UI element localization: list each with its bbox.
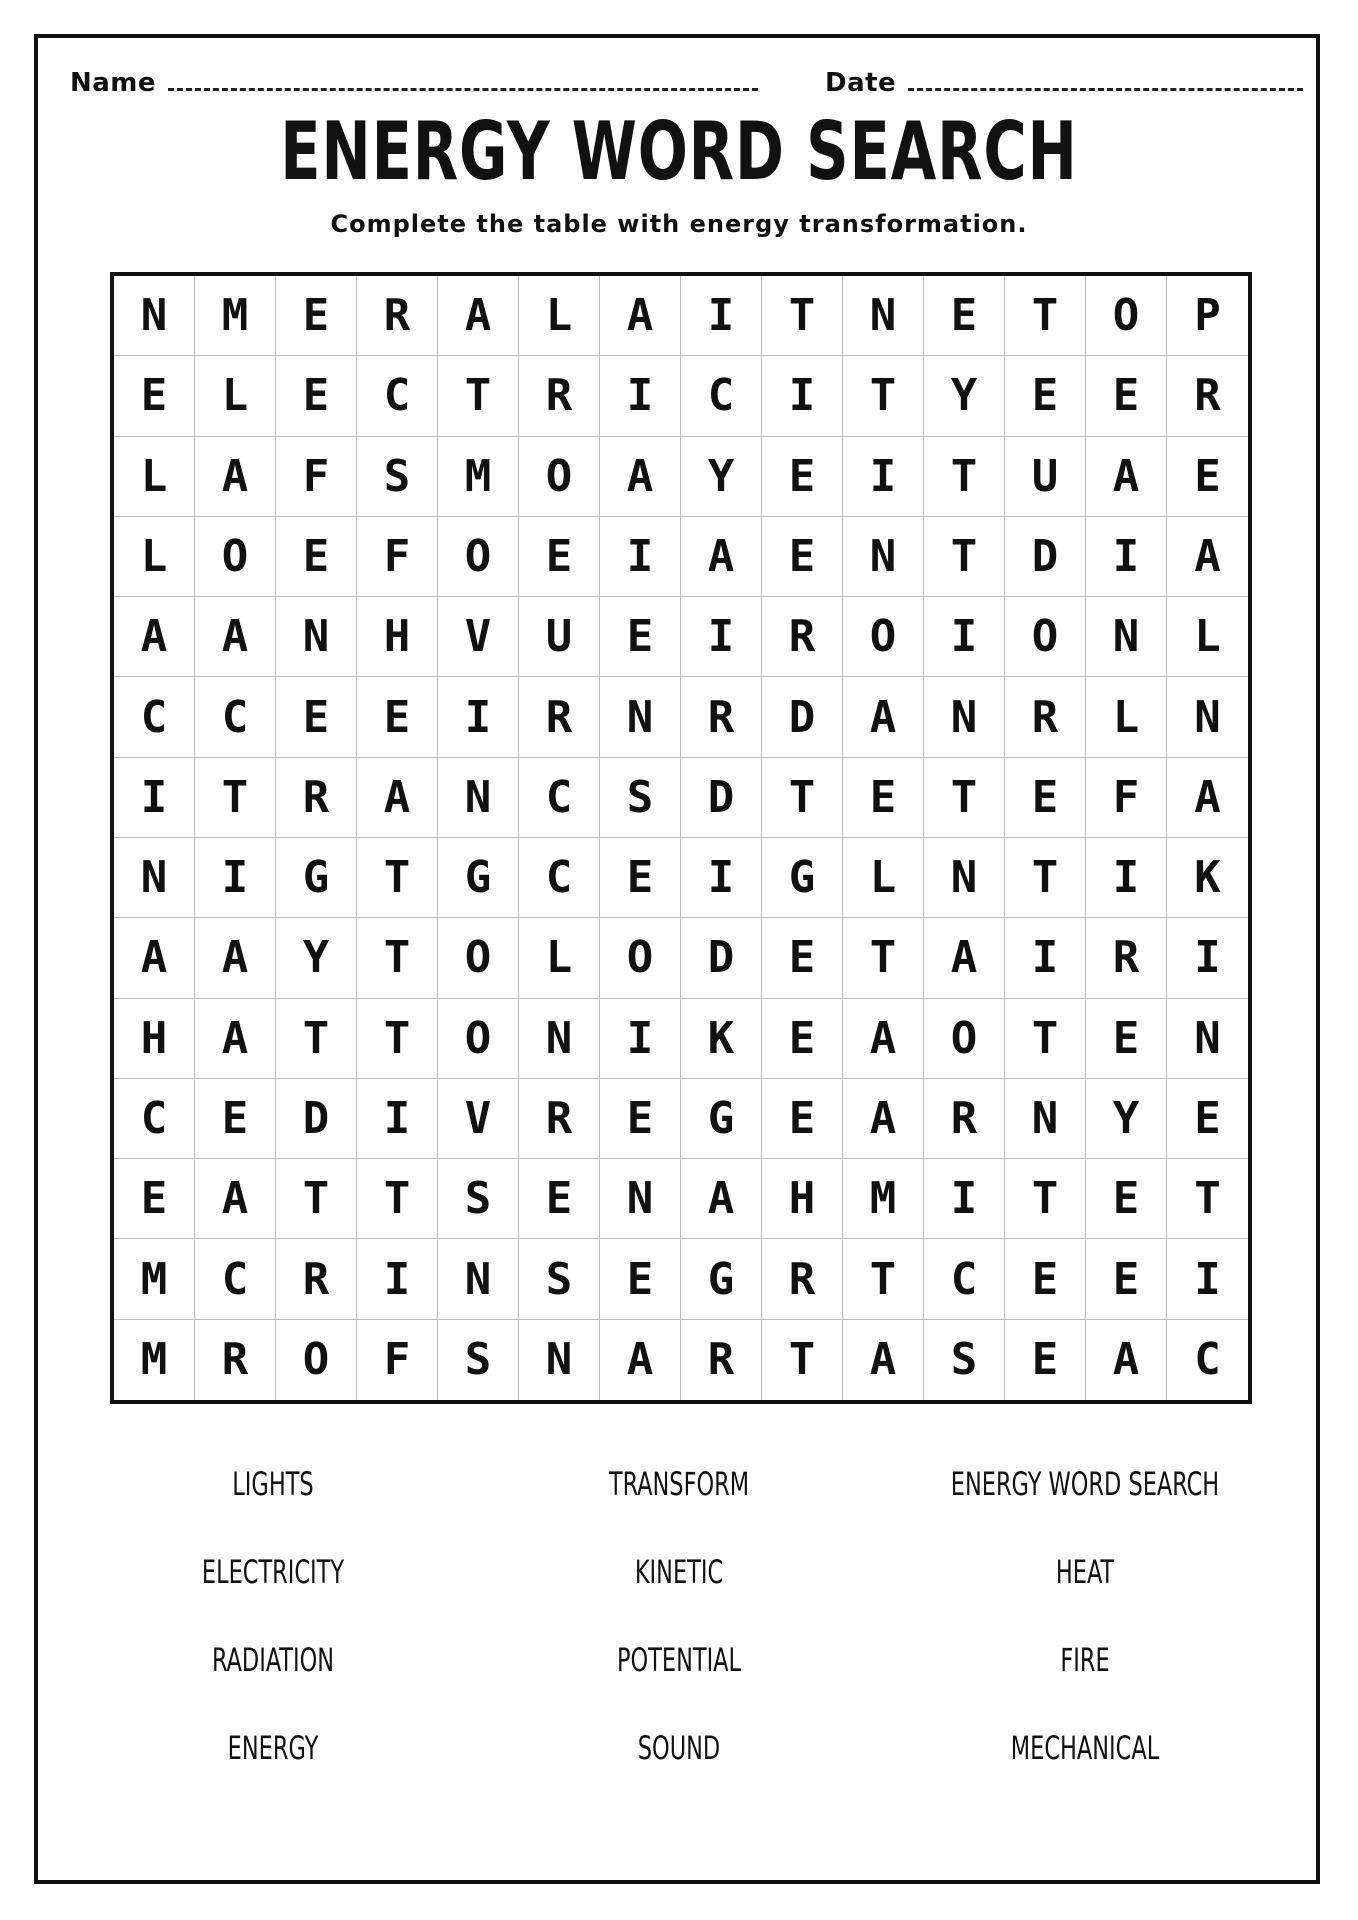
grid-cell[interactable]: T	[762, 1320, 843, 1400]
grid-cell[interactable]: A	[1167, 517, 1248, 597]
grid-cell[interactable]: G	[681, 1239, 762, 1319]
word-list-item: TRANSFORM	[608, 1465, 750, 1503]
grid-cell[interactable]: E	[1086, 1159, 1167, 1239]
grid-cell[interactable]: E	[195, 1079, 276, 1159]
grid-cell[interactable]: F	[357, 517, 438, 597]
grid-cell[interactable]: N	[600, 677, 681, 757]
grid-cell[interactable]: O	[843, 597, 924, 677]
grid-cell[interactable]: I	[1086, 838, 1167, 918]
grid-cell[interactable]: T	[762, 758, 843, 838]
grid-cell[interactable]: L	[114, 437, 195, 517]
grid-cell[interactable]: E	[924, 276, 1005, 356]
grid-cell[interactable]: R	[519, 356, 600, 436]
grid-cell[interactable]: N	[924, 838, 1005, 918]
grid-cell[interactable]: N	[924, 677, 1005, 757]
grid-cell[interactable]: Y	[1086, 1079, 1167, 1159]
grid-cell[interactable]: I	[924, 597, 1005, 677]
grid-cell[interactable]: L	[519, 276, 600, 356]
grid-cell[interactable]: H	[357, 597, 438, 677]
grid-cell[interactable]: E	[1086, 1239, 1167, 1319]
grid-cell[interactable]: N	[438, 758, 519, 838]
grid-cell[interactable]: L	[1086, 677, 1167, 757]
date-field[interactable]	[825, 68, 1303, 98]
grid-cell[interactable]: E	[762, 517, 843, 597]
grid-cell[interactable]: E	[762, 437, 843, 517]
grid-cell[interactable]: T	[195, 758, 276, 838]
name-label: Name	[70, 68, 157, 98]
grid-cell[interactable]: A	[195, 999, 276, 1079]
grid-cell[interactable]: D	[1005, 517, 1086, 597]
word-list-item: LIGHTS	[232, 1465, 314, 1503]
grid-cell[interactable]: C	[1194, 1334, 1221, 1386]
word-list-item: POTENTIAL	[616, 1641, 742, 1679]
grid-cell[interactable]: T	[357, 999, 438, 1079]
grid-cell[interactable]: R	[762, 1239, 843, 1319]
grid-cell[interactable]: T	[924, 437, 1005, 517]
grid-cell[interactable]: E	[1005, 356, 1086, 436]
grid-cell[interactable]: S	[357, 437, 438, 517]
grid-cell[interactable]: A	[1086, 437, 1167, 517]
grid-cell[interactable]: A	[195, 597, 276, 677]
grid-cell[interactable]: Y	[681, 437, 762, 517]
grid-cell[interactable]: Y	[924, 356, 1005, 436]
grid-cell[interactable]: O	[438, 918, 519, 998]
grid-cell[interactable]: T	[1167, 1159, 1248, 1239]
grid-cell[interactable]: E	[600, 838, 681, 918]
grid-cell[interactable]: T	[1005, 838, 1086, 918]
grid-cell[interactable]: A	[843, 1079, 924, 1159]
grid-cell[interactable]: O	[438, 999, 519, 1079]
grid-cell[interactable]: T	[438, 356, 519, 436]
grid-cell[interactable]: E	[1005, 1239, 1086, 1319]
grid-cell[interactable]: S	[438, 1159, 519, 1239]
grid-cell[interactable]: N	[843, 276, 924, 356]
grid-cell[interactable]: O	[438, 517, 519, 597]
grid-cell[interactable]: R	[276, 1239, 357, 1319]
grid-cell[interactable]: N	[1167, 999, 1248, 1079]
grid-cell[interactable]: D	[681, 918, 762, 998]
grid-cell[interactable]: D	[276, 1079, 357, 1159]
grid-cell[interactable]: N	[114, 276, 195, 356]
grid-cell[interactable]: E	[276, 517, 357, 597]
grid-cell[interactable]: V	[438, 597, 519, 677]
grid-cell[interactable]: R	[762, 597, 843, 677]
grid-cell[interactable]: R	[681, 677, 762, 757]
grid-cell[interactable]: R	[1005, 677, 1086, 757]
grid-cell[interactable]: N	[438, 1239, 519, 1319]
grid-cell[interactable]: N	[519, 1320, 600, 1400]
grid-cell[interactable]: R	[519, 677, 600, 757]
word-list-item: ENERGY WORD SEARCH	[950, 1465, 1220, 1503]
grid-cell[interactable]: A	[114, 597, 195, 677]
grid-cell[interactable]: G	[762, 838, 843, 918]
grid-cell[interactable]: E	[1005, 758, 1086, 838]
grid-cell[interactable]: E	[519, 1159, 600, 1239]
grid-cell[interactable]: A	[600, 437, 681, 517]
grid-cell[interactable]: N	[1167, 677, 1248, 757]
grid-cell[interactable]: I	[1167, 1239, 1248, 1319]
grid-cell[interactable]: I	[195, 838, 276, 918]
grid-cell[interactable]: T	[762, 276, 843, 356]
grid-cell[interactable]: R	[681, 1320, 762, 1400]
grid-cell[interactable]: L	[843, 838, 924, 918]
grid-cell[interactable]: N	[600, 1159, 681, 1239]
grid-cell[interactable]: D	[762, 677, 843, 757]
grid-cell[interactable]: D	[681, 758, 762, 838]
grid-cell[interactable]: I	[924, 1159, 1005, 1239]
name-blank-line[interactable]	[168, 72, 758, 91]
grid-cell[interactable]: T	[357, 918, 438, 998]
grid-cell[interactable]: E	[1005, 1320, 1086, 1400]
grid-cell[interactable]: E	[114, 356, 195, 436]
grid-cell[interactable]: S	[924, 1320, 1005, 1400]
grid-cell[interactable]: O	[519, 437, 600, 517]
grid-cell[interactable]: I	[1005, 918, 1086, 998]
grid-cell[interactable]: A	[600, 276, 681, 356]
grid-cell[interactable]: K	[681, 999, 762, 1079]
grid-cell[interactable]: M	[195, 276, 276, 356]
grid-cell[interactable]: R	[357, 276, 438, 356]
grid-cell[interactable]: T	[357, 1159, 438, 1239]
grid-cell[interactable]: C	[519, 758, 600, 838]
grid-cell[interactable]: A	[357, 758, 438, 838]
grid-cell[interactable]: U	[1005, 437, 1086, 517]
grid-cell[interactable]: T	[924, 517, 1005, 597]
grid-cell[interactable]: I	[600, 356, 681, 436]
grid-cell[interactable]: C	[114, 1079, 195, 1159]
name-field[interactable]	[70, 68, 758, 98]
grid-cell[interactable]: E	[843, 758, 924, 838]
grid-cell[interactable]: A	[843, 999, 924, 1079]
word-list-item: FIRE	[1060, 1641, 1110, 1679]
grid-cell[interactable]: I	[843, 437, 924, 517]
grid-cell[interactable]: E	[600, 1079, 681, 1159]
grid-cell[interactable]: U	[519, 597, 600, 677]
grid-cell[interactable]: E	[114, 1159, 195, 1239]
grid-cell[interactable]: T	[276, 999, 357, 1079]
grid-cell[interactable]: T	[843, 356, 924, 436]
grid-cell[interactable]: E	[276, 276, 357, 356]
grid-cell[interactable]: E	[762, 1079, 843, 1159]
grid-cell[interactable]: N	[114, 838, 195, 918]
grid-cell[interactable]: L	[114, 517, 195, 597]
grid-cell[interactable]: I	[600, 517, 681, 597]
grid-cell[interactable]: F	[1086, 758, 1167, 838]
grid-cell[interactable]: E	[762, 999, 843, 1079]
word-list-item: ENERGY	[227, 1729, 319, 1767]
grid-cell[interactable]: E	[1086, 356, 1167, 436]
grid-cell[interactable]: R	[1086, 918, 1167, 998]
grid-cell[interactable]: C	[195, 677, 276, 757]
grid-cell[interactable]: I	[357, 1239, 438, 1319]
grid-cell[interactable]: A	[843, 677, 924, 757]
grid-cell[interactable]: G	[276, 838, 357, 918]
grid-cell[interactable]: H	[762, 1159, 843, 1239]
grid-cell[interactable]: O	[195, 517, 276, 597]
grid-cell[interactable]: O	[1086, 276, 1167, 356]
grid-cell[interactable]: C	[357, 356, 438, 436]
grid-cell[interactable]: M	[114, 1320, 195, 1400]
word-list	[70, 1465, 1288, 1767]
grid-cell[interactable]: M	[114, 1239, 195, 1319]
grid-cell[interactable]: N	[1005, 1079, 1086, 1159]
grid-cell[interactable]: C	[924, 1239, 1005, 1319]
word-search-grid	[110, 272, 1252, 1404]
grid-cell[interactable]: N	[843, 517, 924, 597]
grid-cell[interactable]: I	[114, 758, 195, 838]
word-list-item: KINETIC	[634, 1553, 724, 1591]
date-label: Date	[825, 68, 897, 98]
grid-cell[interactable]: O	[600, 918, 681, 998]
date-blank-line[interactable]	[908, 72, 1303, 91]
grid-cell[interactable]: E	[600, 1239, 681, 1319]
grid-cell[interactable]: R	[195, 1320, 276, 1400]
grid-cell[interactable]: A	[681, 1159, 762, 1239]
grid-cell[interactable]: I	[1167, 918, 1248, 998]
grid-cell[interactable]: M	[438, 437, 519, 517]
grid-cell[interactable]: N	[276, 597, 357, 677]
grid-cell[interactable]: T	[924, 758, 1005, 838]
word-list-item: MECHANICAL	[1010, 1729, 1160, 1767]
grid-cell[interactable]: A	[195, 918, 276, 998]
grid-cell[interactable]: T	[357, 838, 438, 918]
grid-cell[interactable]: E	[600, 597, 681, 677]
grid-cell[interactable]: L	[195, 356, 276, 436]
grid-cell[interactable]: T	[843, 1239, 924, 1319]
grid-cell[interactable]: A	[843, 1320, 924, 1400]
grid-cell[interactable]: A	[114, 918, 195, 998]
grid-cell[interactable]: I	[438, 677, 519, 757]
grid-cell[interactable]: T	[276, 1159, 357, 1239]
grid-cell[interactable]: A	[195, 1159, 276, 1239]
grid-cell[interactable]: T	[1005, 276, 1086, 356]
grid-cell[interactable]: A	[195, 437, 276, 517]
grid-cell[interactable]: S	[519, 1239, 600, 1319]
grid-cell[interactable]: R	[1167, 356, 1248, 436]
grid-cell[interactable]: E	[276, 677, 357, 757]
grid-cell[interactable]: E	[1086, 999, 1167, 1079]
word-list-item: RADIATION	[211, 1641, 335, 1679]
grid-cell[interactable]: P	[1167, 276, 1248, 356]
grid-cell[interactable]: E	[276, 356, 357, 436]
grid-cell[interactable]: C	[114, 677, 195, 757]
grid-cell[interactable]: E	[357, 677, 438, 757]
grid-cell[interactable]: A	[681, 517, 762, 597]
grid-cell[interactable]: O	[276, 1320, 357, 1400]
grid-cell[interactable]: R	[519, 1079, 600, 1159]
grid-cell[interactable]: F	[276, 437, 357, 517]
grid-cell[interactable]: O	[1005, 597, 1086, 677]
word-list-item: SOUND	[637, 1729, 721, 1767]
grid-cell[interactable]: C	[195, 1239, 276, 1319]
page-title: ENERGY WORD SEARCH	[280, 105, 1078, 198]
grid-cell[interactable]: A	[600, 1320, 681, 1400]
grid-cell[interactable]: R	[276, 758, 357, 838]
grid-cell[interactable]: G	[438, 838, 519, 918]
grid-cell[interactable]: E	[1167, 1079, 1248, 1159]
page-subtitle: Complete the table with energy transformation.	[330, 210, 1028, 238]
grid-cell[interactable]: I	[681, 276, 762, 356]
grid-cell[interactable]: E	[519, 517, 600, 597]
word-list-item: ELECTRICITY	[201, 1553, 345, 1591]
grid-cell[interactable]: A	[1167, 758, 1248, 838]
grid-cell[interactable]: F	[357, 1320, 438, 1400]
grid-cell[interactable]: V	[438, 1079, 519, 1159]
grid-cell[interactable]: T	[1005, 1159, 1086, 1239]
grid-cell[interactable]: I	[600, 999, 681, 1079]
grid-cell[interactable]: A	[924, 918, 1005, 998]
grid-cell[interactable]: N	[519, 999, 600, 1079]
grid-cell[interactable]: G	[681, 1079, 762, 1159]
grid-cell[interactable]: I	[681, 838, 762, 918]
grid-cell[interactable]: T	[1005, 999, 1086, 1079]
grid-cell[interactable]: T	[843, 918, 924, 998]
grid-cell[interactable]: C	[519, 838, 600, 918]
grid-cell[interactable]: Y	[276, 918, 357, 998]
word-list-item: HEAT	[1055, 1553, 1115, 1591]
grid-cell[interactable]: A	[438, 276, 519, 356]
grid-cell[interactable]: R	[924, 1079, 1005, 1159]
grid-cell[interactable]: K	[1167, 838, 1248, 918]
grid-cell[interactable]: L	[1167, 597, 1248, 677]
grid-cell[interactable]: H	[114, 999, 195, 1079]
grid-cell[interactable]: E	[1167, 437, 1248, 517]
grid-cell[interactable]: A	[1086, 1320, 1167, 1400]
grid-cell[interactable]: S	[600, 758, 681, 838]
grid-cell[interactable]: I	[1086, 517, 1167, 597]
grid-cell[interactable]: L	[519, 918, 600, 998]
grid-cell[interactable]: I	[681, 597, 762, 677]
grid-cell[interactable]: M	[843, 1159, 924, 1239]
grid-cell[interactable]: N	[1086, 597, 1167, 677]
grid-cell[interactable]: I	[762, 356, 843, 436]
grid-cell[interactable]: E	[762, 918, 843, 998]
grid-cell[interactable]: S	[438, 1320, 519, 1400]
grid-cell[interactable]: C	[681, 356, 762, 436]
grid-cell[interactable]: I	[357, 1079, 438, 1159]
grid-cell[interactable]: O	[924, 999, 1005, 1079]
